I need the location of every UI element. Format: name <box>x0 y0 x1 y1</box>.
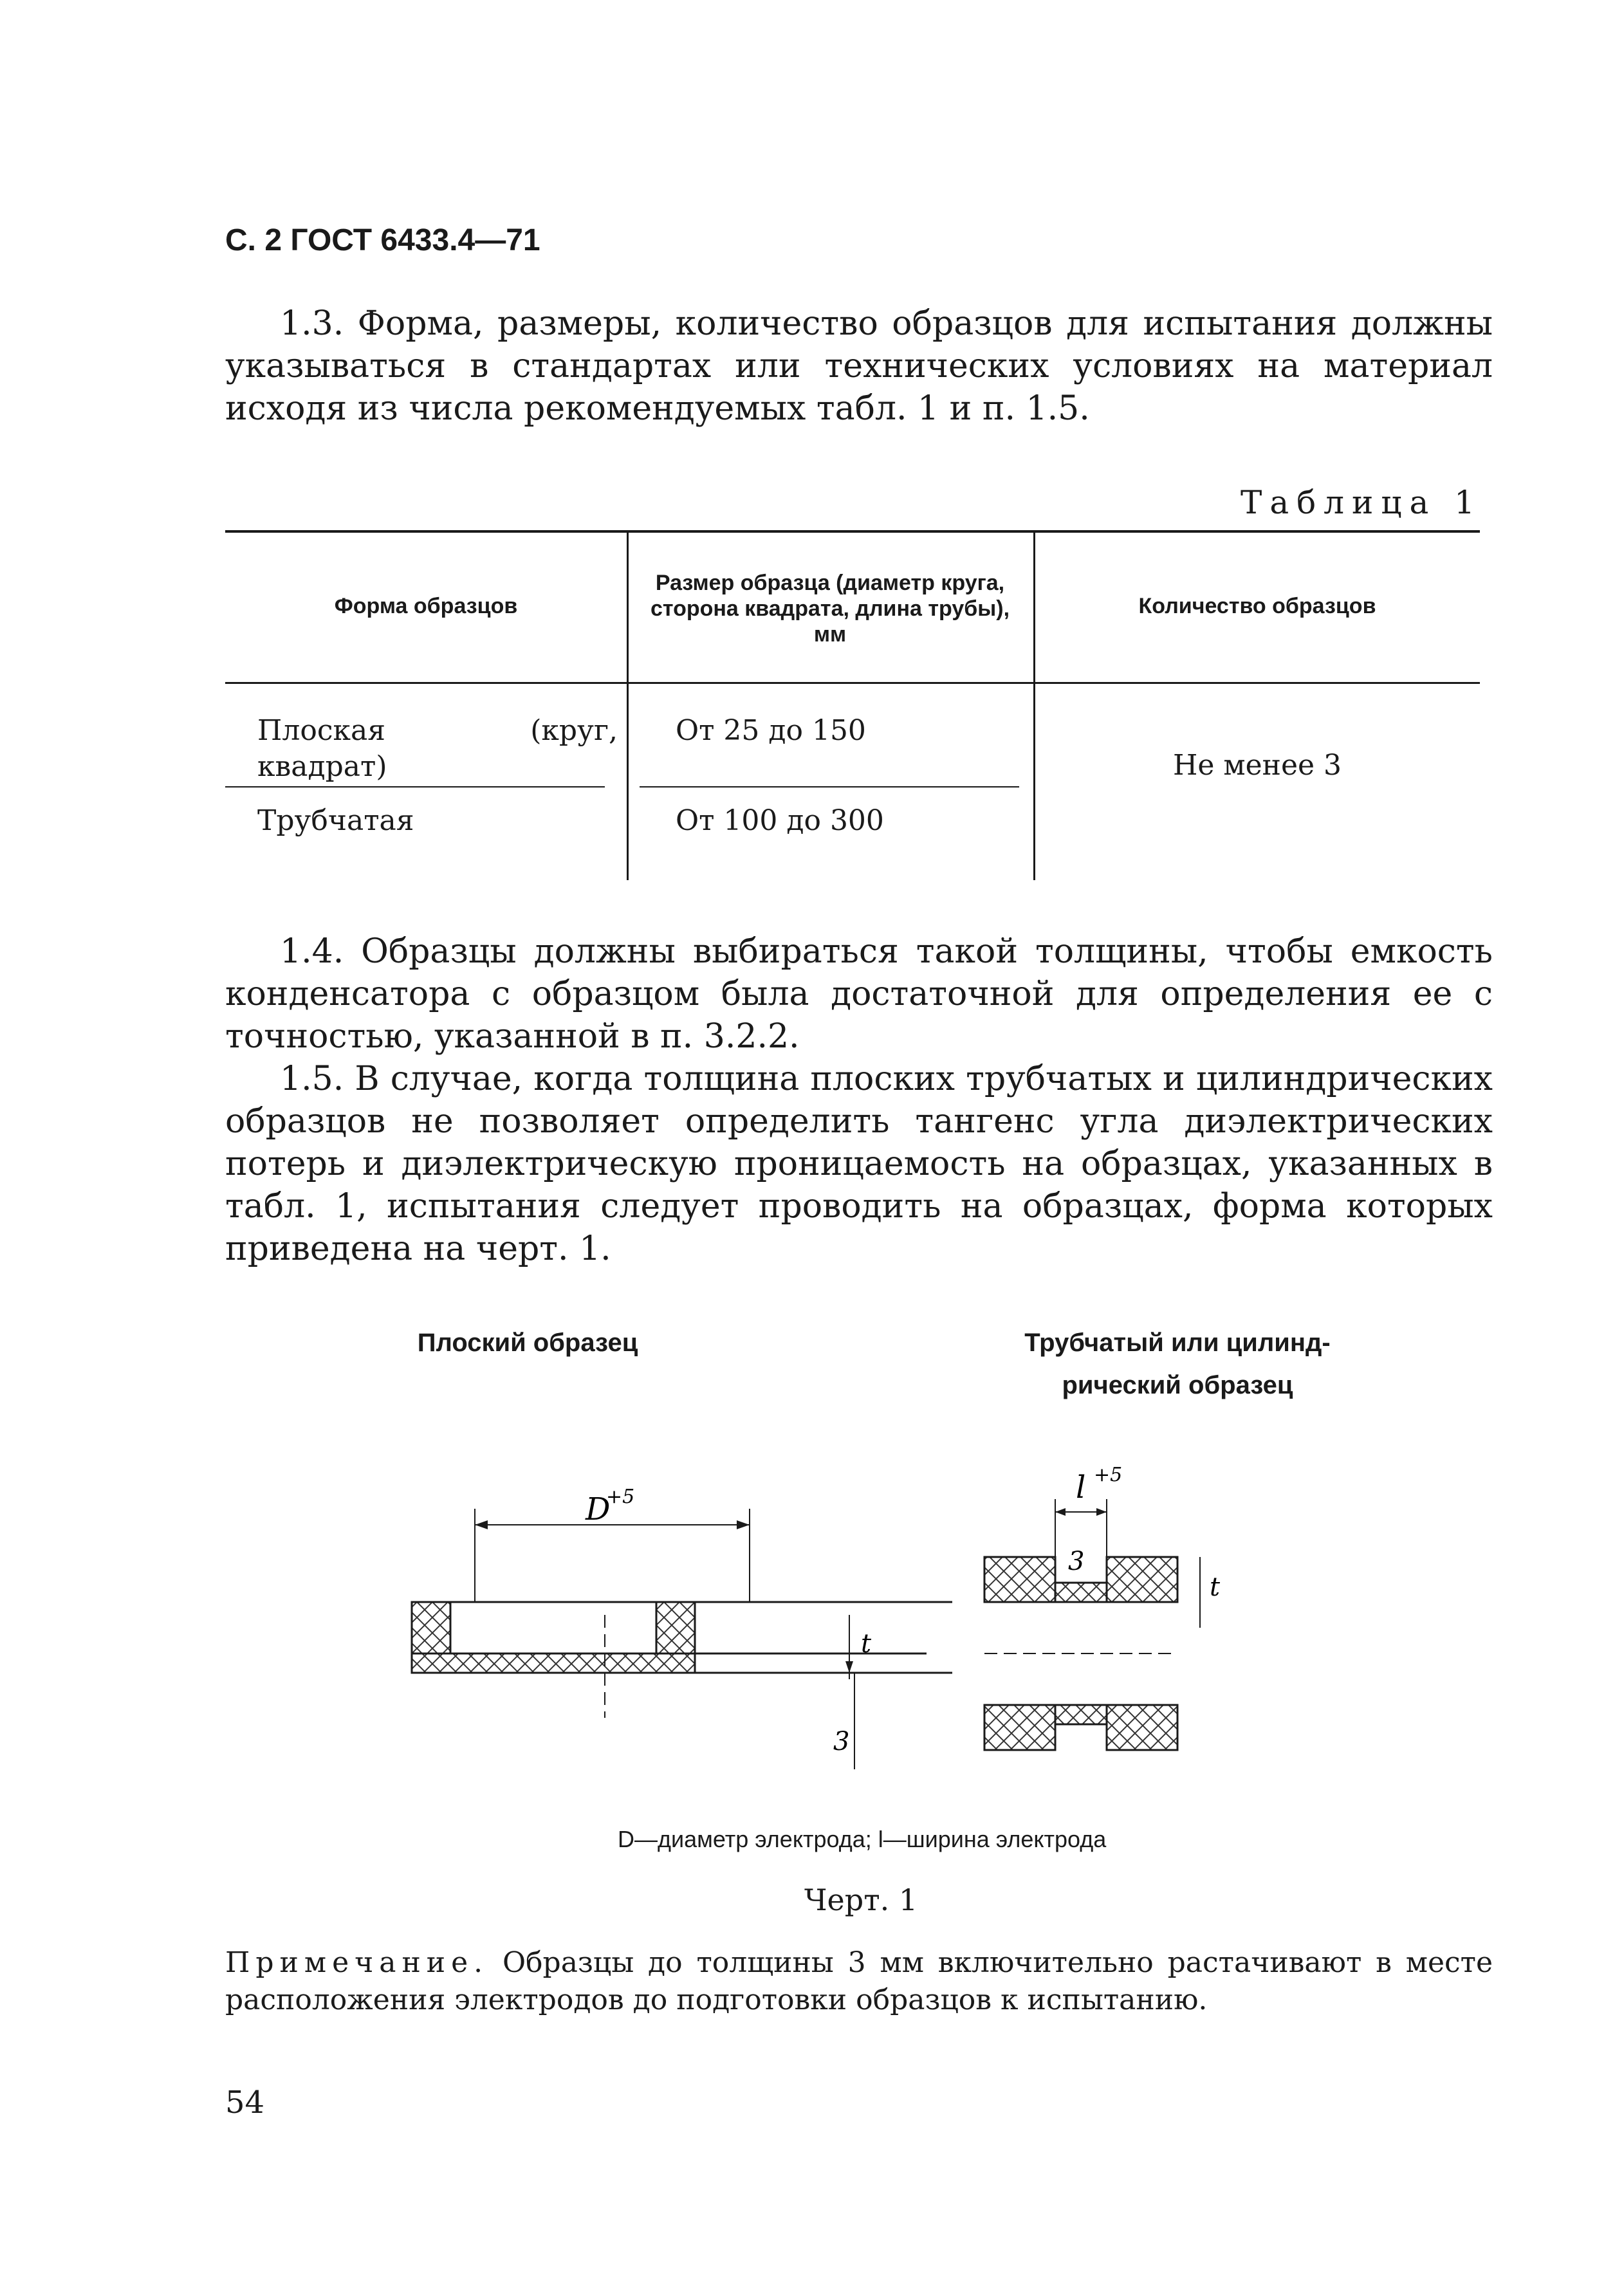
table-header-count: Количество образцов <box>1138 594 1376 618</box>
table-cell-size-flat: От 25 до 150 <box>676 714 866 747</box>
note <box>225 1944 1493 2019</box>
figure-title-tubular-line-2: рический образец <box>1062 1371 1293 1399</box>
tube-top-left-section <box>984 1557 1055 1602</box>
label-3: 3 <box>833 1727 850 1756</box>
figure-title-tubular-line-1: Трубчатый или цилинд- <box>1024 1329 1331 1357</box>
label-t: t <box>861 1629 872 1659</box>
note-text: Образцы до толщины 3 мм включительно растачивают в месте расположения электродов до подготовки образцов к испытанию. <box>225 1946 1493 2016</box>
table-header-rule <box>225 682 1480 684</box>
table-1 <box>225 522 1480 883</box>
table-column-divider-2 <box>1033 533 1035 880</box>
table-cell-shape-flat: Плоская (круг, квадрат) <box>257 714 618 783</box>
label-d: D <box>586 1491 611 1527</box>
document-header: С. 2 ГОСТ 6433.4—71 <box>225 223 540 257</box>
drawing-1 <box>386 1448 1351 1808</box>
table-cell-count: Не менее 3 <box>1172 749 1342 782</box>
dimension-arrow-t <box>845 1661 853 1673</box>
table-row-rule-1 <box>225 786 605 788</box>
label-l: l <box>1076 1469 1086 1506</box>
tube-bottom-left-section <box>984 1705 1055 1750</box>
label-l-tolerance: +5 <box>1094 1464 1123 1486</box>
tubular-sample-drawing <box>984 1464 1221 1750</box>
tube-top-recess-section <box>1055 1583 1107 1602</box>
tube-top-right-section <box>1107 1557 1177 1602</box>
label-d-tolerance: +5 <box>606 1486 635 1508</box>
table-cell-shape-tubular: Трубчатая <box>257 804 414 837</box>
figure-title-tubular <box>952 1322 1403 1406</box>
flat-sample-drawing <box>412 1486 952 1769</box>
paragraph-1-3: 1.3. Форма, размеры, количество образцов для испытания должны указываться в стандартах или технических условиях на материал исходя из числа рекомендуемых табл. 1 и п. 1.5. <box>225 304 1493 428</box>
table-caption: Таблица 1 <box>1240 484 1482 521</box>
table-header-size: Размер образца (диаметр круга, сторона квадрата, длина трубы), мм <box>650 571 1010 647</box>
table-cell-size-tubular: От 100 до 300 <box>676 804 884 837</box>
flat-sample-bottom-section <box>412 1653 695 1673</box>
flat-sample-left-section <box>412 1602 450 1653</box>
paragraph-1-5: 1.5. В случае, когда толщина плоских трубчатых и цилиндрических образцов не позволяет определить тангенс угла диэлектрических потерь и диэлектрическую проницаемость на образцах, указанных в табл. 1, испытания следует проводить на образцах, форма которых приведена на черт. 1. <box>225 1060 1493 1268</box>
table-row-rule-2 <box>640 786 1019 788</box>
figure-caption: D—диаметр электрода; l—ширина электрода <box>618 1826 1107 1852</box>
tube-bottom-recess-section <box>1055 1705 1107 1724</box>
flat-sample-right-section <box>656 1602 695 1653</box>
table-top-rule <box>225 530 1480 533</box>
page-number: 54 <box>225 2085 265 2121</box>
figure-number: Черт. 1 <box>804 1883 918 1917</box>
table-column-divider-1 <box>627 533 629 880</box>
figure-title-flat: Плоский образец <box>417 1329 638 1357</box>
table-header-shape: Форма образцов <box>334 594 518 618</box>
label-3-tube: 3 <box>1068 1547 1085 1576</box>
note-label: Примечание. <box>225 1946 489 1979</box>
tube-bottom-right-section <box>1107 1705 1177 1750</box>
label-t-tube: t <box>1210 1572 1221 1602</box>
paragraph-1-4: 1.4. Образцы должны выбираться такой толщины, чтобы емкость конденсатора с образцом была достаточной для определения ее с точностью, указанной в п. 3.2.2. <box>225 932 1493 1056</box>
